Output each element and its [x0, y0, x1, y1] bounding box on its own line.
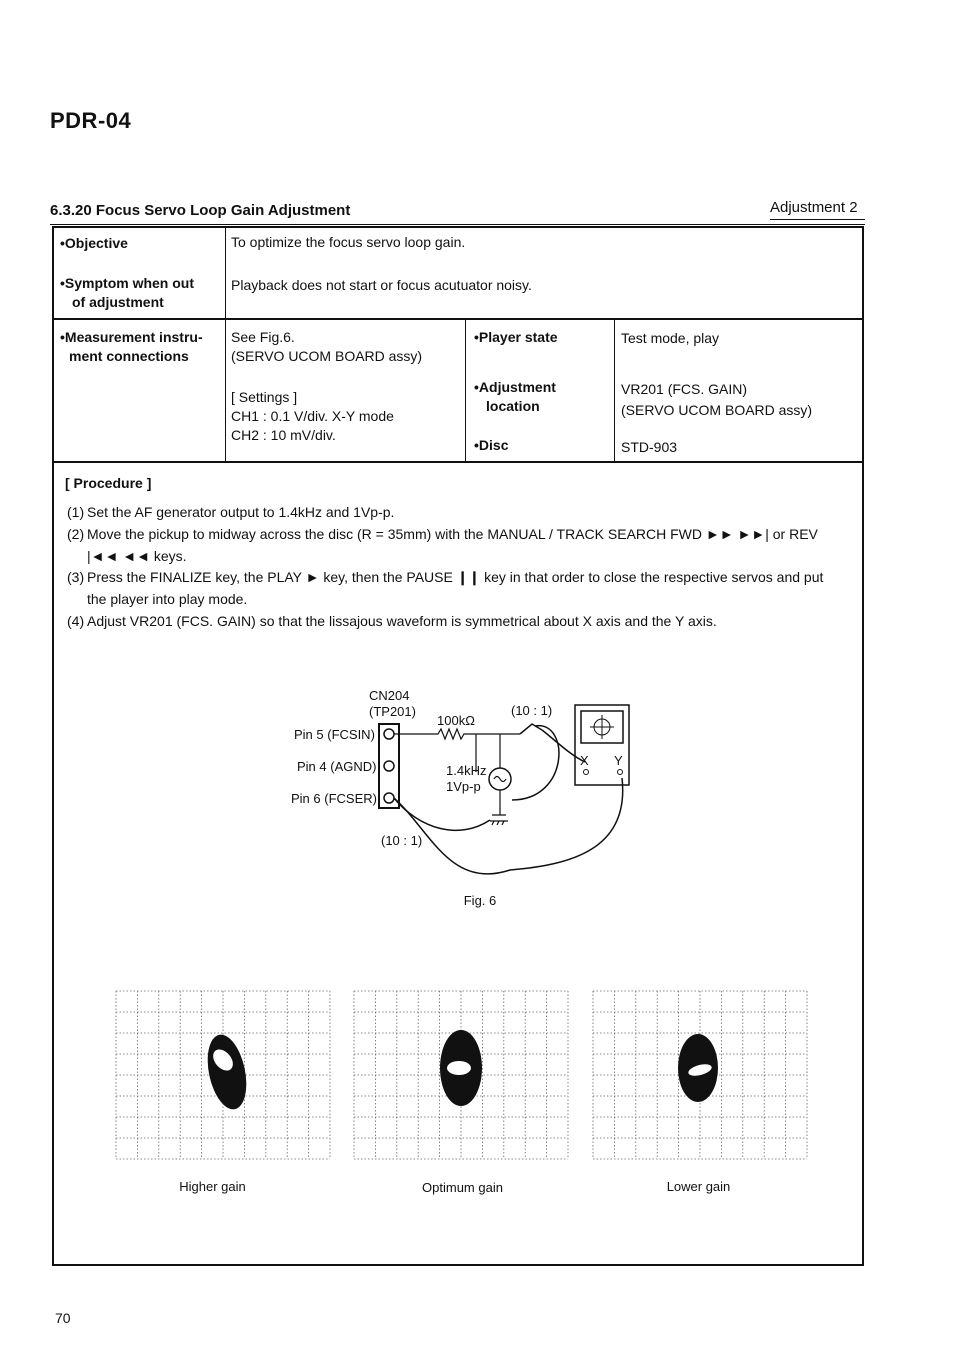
step-number: (1)	[67, 504, 85, 520]
player-state-value: Test mode, play	[621, 330, 720, 346]
section-title: 6.3.20 Focus Servo Loop Gain Adjustment	[50, 202, 351, 219]
waveform-optimum-gain	[353, 990, 569, 1160]
generator-amplitude: 1Vp-p	[446, 779, 481, 794]
disc-value: STD-903	[621, 439, 678, 455]
adjustment-location-label-1: • Adjustment	[474, 378, 556, 397]
symptom-label-2: of adjustment	[72, 294, 164, 310]
pin5-terminal	[384, 729, 394, 739]
pin4-terminal	[384, 761, 394, 771]
procedure-title: [ Procedure ]	[65, 475, 152, 491]
player-state-label: • Player state	[474, 328, 558, 347]
adjustment-label: Adjustment 2	[770, 199, 858, 216]
waveform-caption-higher: Higher gain	[179, 1179, 246, 1194]
resistor-wire	[394, 729, 520, 739]
pin4-label: Pin 4 (AGND)	[297, 759, 377, 774]
step-number: (2)	[67, 526, 85, 542]
measurement-line-2: (SERVO UCOM BOARD assy)	[231, 348, 423, 364]
symptom-text: Playback does not start or focus acutuator noisy.	[231, 277, 532, 293]
scope-x-label: X	[580, 753, 589, 768]
connection-diagram	[280, 680, 650, 880]
generator-frequency: 1.4kHz	[446, 763, 487, 778]
table-col-1	[225, 226, 226, 462]
ground-icon	[490, 815, 508, 825]
pin6-terminal	[384, 793, 394, 803]
step-number: (3)	[67, 569, 85, 585]
crosshair-lines	[590, 715, 614, 739]
step-text: Set the AF generator output to 1.4kHz and 1Vp-p.	[87, 504, 395, 520]
lissajous-hole	[447, 1061, 471, 1075]
measurement-label-1: • Measurement instru-	[60, 328, 203, 347]
table-rule-2	[52, 461, 864, 463]
measurement-line-1: See Fig.6.	[231, 329, 295, 345]
measurement-line-4: CH1 : 0.1 V/div. X-Y mode	[231, 408, 394, 424]
probe-ratio-top: (10 : 1)	[511, 703, 553, 718]
step-text: the player into play mode.	[87, 591, 248, 607]
sine-icon	[494, 777, 506, 782]
objective-text: To optimize the focus servo loop gain.	[231, 234, 466, 250]
adjustment-underline	[770, 219, 865, 220]
step-text: Move the pickup to midway across the disc (R = 35mm) with the MANUAL / TRACK SEARCH FWD ►► ►►| or REV	[87, 526, 818, 542]
procedure-step-1	[67, 501, 852, 523]
disc-label: • Disc	[474, 436, 508, 455]
measurement-line-3: [ Settings ]	[231, 389, 298, 405]
page-number: 70	[55, 1310, 71, 1326]
testpoint-label: (TP201)	[369, 704, 416, 719]
procedure-step-3	[67, 566, 852, 588]
step-number: (4)	[67, 613, 85, 629]
measurement-line-5: CH2 : 10 mV/div.	[231, 427, 336, 443]
probe-lead-x	[542, 730, 585, 762]
adjustment-location-label-2: location	[486, 398, 540, 414]
objective-label: • Objective	[60, 234, 128, 253]
model-title: PDR-04	[50, 108, 132, 133]
table-col-3	[614, 319, 615, 462]
adjustment-location-line-2: (SERVO UCOM BOARD assy)	[621, 402, 813, 418]
pin6-label: Pin 6 (FCSER)	[291, 791, 377, 806]
probe-lead-y	[394, 778, 623, 874]
waveform-caption-lower: Lower gain	[666, 1179, 731, 1194]
waveform-caption-optimum: Optimum gain	[422, 1180, 503, 1195]
step-text: Press the FINALIZE key, the PLAY ► key, then the PAUSE ❙❙ key in that order to close the respective servos and put	[87, 569, 824, 585]
table-col-2	[465, 319, 466, 462]
procedure-step-4	[67, 610, 852, 632]
figure-caption: Fig. 6	[463, 893, 497, 908]
scope-x-terminal	[584, 770, 589, 775]
resistor-label: 100kΩ	[437, 713, 475, 728]
connector-label: CN204	[369, 688, 410, 703]
lissajous-trace	[201, 1031, 252, 1113]
procedure-step-3-cont	[67, 588, 852, 610]
waveform-lower-gain	[592, 990, 808, 1160]
waveform-higher-gain	[115, 990, 331, 1160]
pin5-label: Pin 5 (FCSIN)	[294, 727, 375, 742]
title-rule	[50, 224, 865, 225]
table-rule-1	[52, 318, 864, 320]
symptom-label-1: • Symptom when out	[60, 274, 194, 293]
probe-cable-top	[512, 726, 559, 800]
procedure-step-2-cont	[67, 545, 852, 567]
adjustment-location-line-1: VR201 (FCS. GAIN)	[621, 381, 748, 397]
procedure-step-2	[67, 523, 852, 545]
scope-y-terminal	[618, 770, 623, 775]
scope-y-label: Y	[614, 753, 623, 768]
measurement-label-2: ment connections	[69, 348, 189, 364]
connector-block	[379, 724, 399, 808]
probe-ratio-bottom: (10 : 1)	[381, 833, 423, 848]
step-text: Adjust VR201 (FCS. GAIN) so that the lissajous waveform is symmetrical about X axis and the Y axis.	[87, 613, 717, 629]
step-text: |◄◄ ◄◄ keys.	[87, 548, 187, 564]
